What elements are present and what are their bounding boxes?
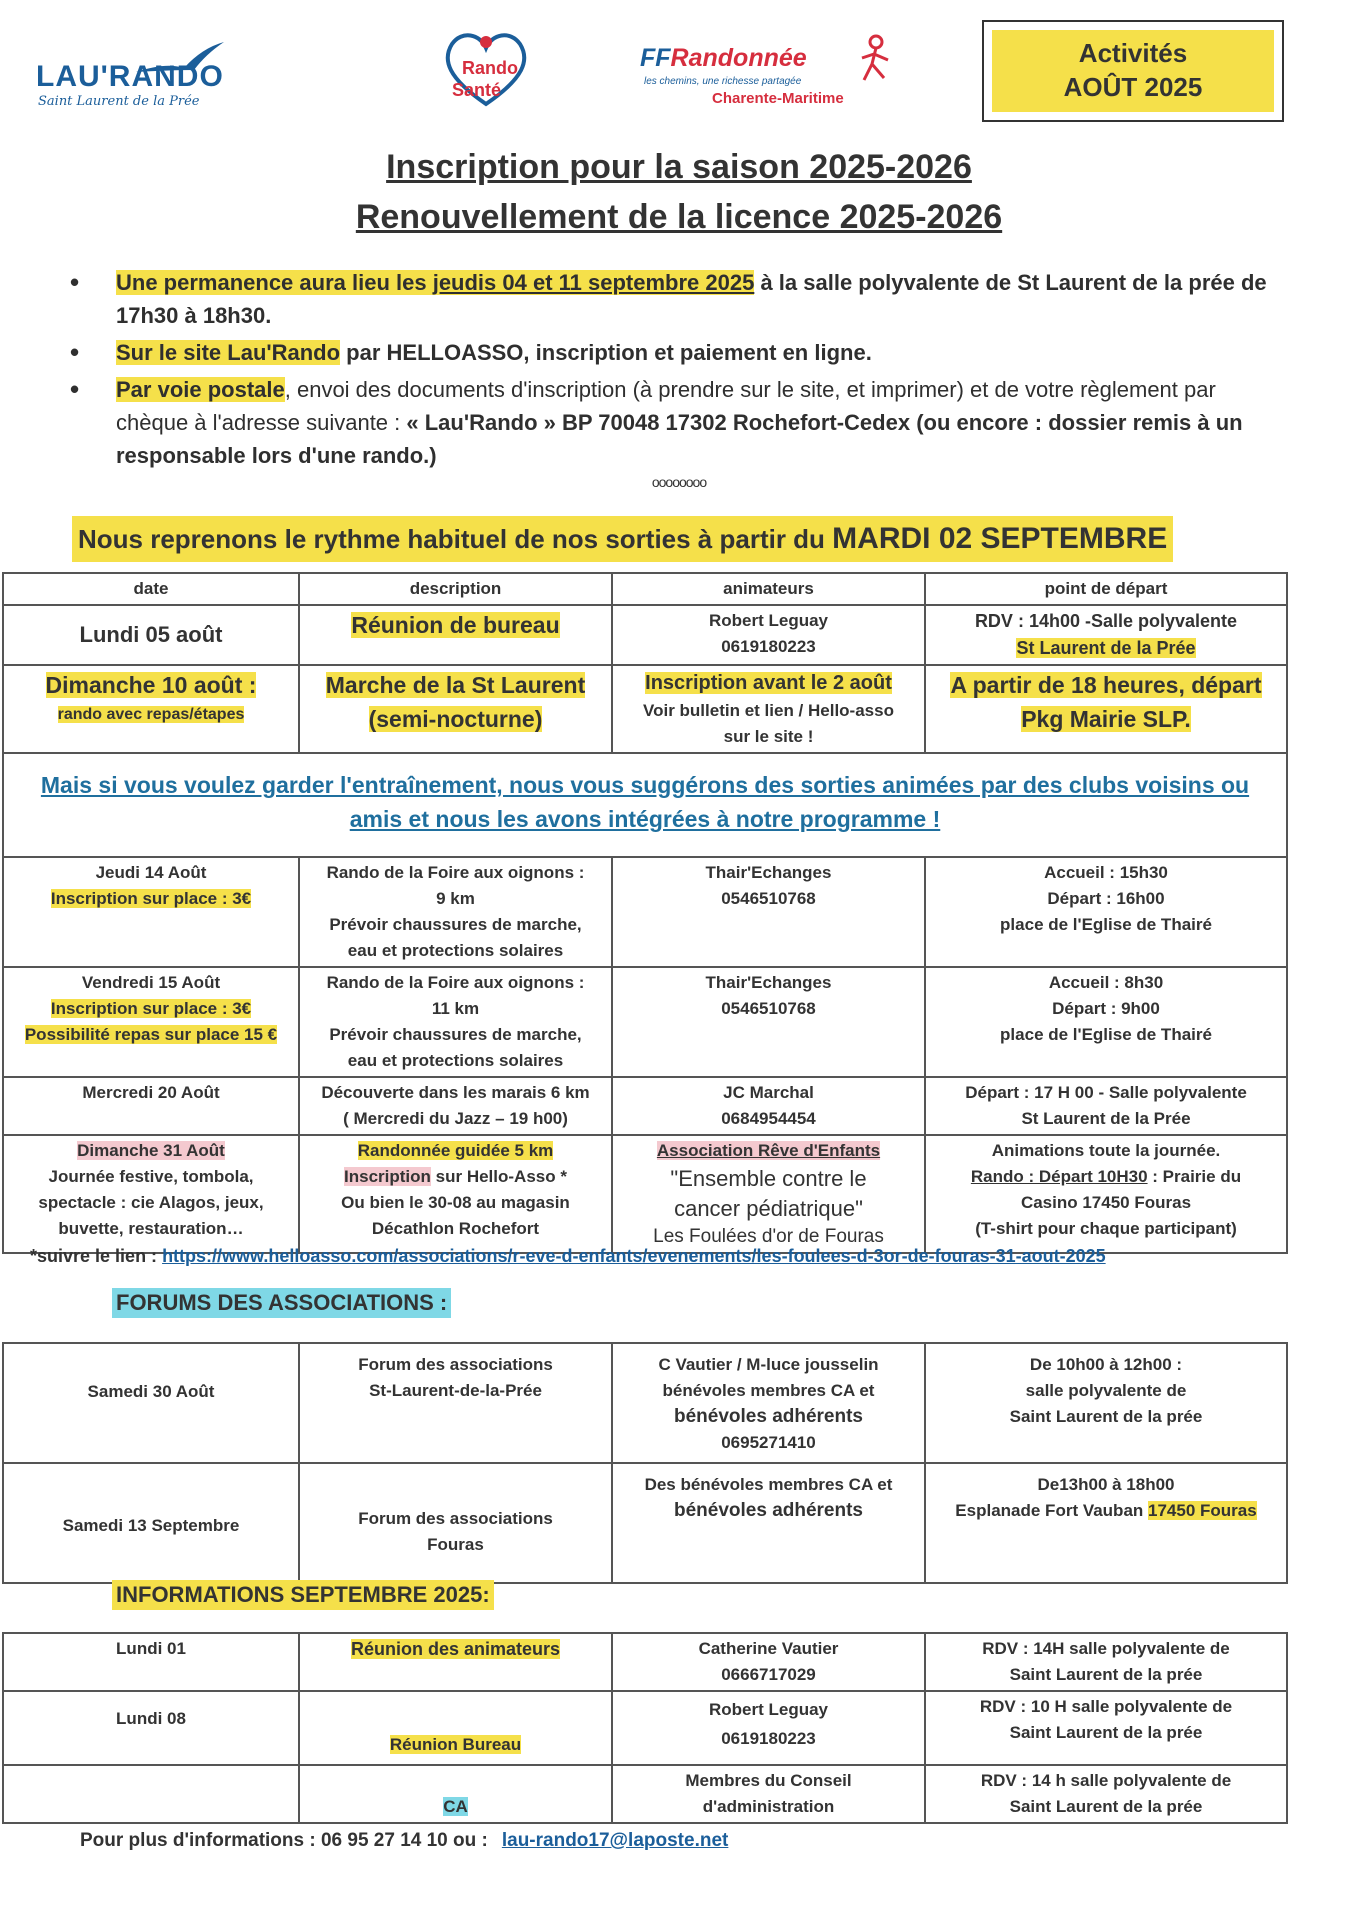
cell-date: Lundi 08 [3,1691,299,1765]
table-row [3,1077,1287,1135]
cell-animateurs: Des bénévoles membres CA et bénévoles adhérents [612,1463,925,1583]
forums-table [2,1342,1288,1584]
cell-animateurs: JC Marchal 0684954454 [612,1077,925,1135]
suivre-label: *suivre le lien : [30,1246,163,1266]
cell-depart: RDV : 14h00 -Salle polyvalente St Laurent de la Prée [925,605,1287,665]
contact-info [80,1830,728,1852]
cell-description: Randonnée guidée 5 km Inscription sur Hello-Asso * Ou bien le 30-08 au magasin Décathlon Rochefort [299,1135,612,1253]
table-row [3,1463,1287,1583]
cell-date: Dimanche 31 Août Journée festive, tombola, spectacle : cie Alagos, jeux, buvette, restauration… [3,1135,299,1253]
cell-description: Réunion des animateurs [299,1633,612,1691]
helloasso-link[interactable]: https://www.helloasso.com/associations/r-eve-d-enfants/evenements/les-foulees-d-3or-de-fouras-31-aout-2025 [162,1246,1106,1266]
table-row [3,1691,1287,1765]
reprise-banner: Nous reprenons le rythme habituel de nos sorties à partir du MARDI 02 SEPTEMBRE [72,516,1173,562]
cell-animateurs: Inscription avant le 2 août Voir bulletin et lien / Hello-asso sur le site ! [612,665,925,753]
september-title: INFORMATIONS SEPTEMBRE 2025: [112,1580,494,1610]
separator-dots: oooooooo [651,474,707,490]
cell-date: Dimanche 10 août : rando avec repas/étapes [3,665,299,753]
table-row [3,1135,1287,1253]
info-bullets [70,266,1290,476]
table-row [3,605,1287,665]
cell-date: Vendredi 15 Août Inscription sur place : 3€ Possibilité repas sur place 15 € [3,967,299,1077]
contact-email-link[interactable]: lau-rando17@laposte.net [501,1830,729,1851]
cell-depart: RDV : 14 h salle polyvalente de Saint Laurent de la prée [925,1765,1287,1823]
table-row [3,1633,1287,1691]
cell-date: Lundi 05 août [3,605,299,665]
cell-description: Forum des associations St-Laurent-de-la-Prée [299,1343,612,1463]
cell-depart: Accueil : 8h30 Départ : 9h00 place de l'Eglise de Thairé [925,967,1287,1077]
suggestion-text: Mais si vous voulez garder l'entraînement, nous vous suggérons des sorties animées par des clubs voisins ou amis et nous les avons intégrées à notre programme ! [3,753,1287,857]
laurando-logo-subtitle: Saint Laurent de la Prée [38,94,200,109]
cell-animateurs: Robert Leguay 0619180223 [612,605,925,665]
cell-animateurs: Robert Leguay 0619180223 [612,1691,925,1765]
ffrandonnee-region: Charente-Maritime [712,90,844,107]
rando-sante-logo-line2: Santé [452,80,502,100]
table-row [3,1343,1287,1463]
ffrandonnee-tagline: les chemins, une richesse partagée [644,76,802,87]
cell-animateurs: C Vautier / M-luce jousselin bénévoles membres CA et bénévoles adhérents 0695271410 [612,1343,925,1463]
table-row [3,665,1287,753]
cell-date: Jeudi 14 Août Inscription sur place : 3€ [3,857,299,967]
ffrandonnee-logo-text: FFRandonnée [640,44,807,72]
cell-description: CA [299,1765,612,1823]
rando-sante-logo-line1: Rando [462,58,518,78]
col-header-date: date [3,573,299,605]
rando-sante-logo [438,24,534,110]
cell-depart: A partir de 18 heures, départ Pkg Mairie SLP. [925,665,1287,753]
cell-date-empty [3,1765,299,1823]
title-renouvellement: Renouvellement de la licence 2025-2026 [355,198,1003,236]
suggestion-row [3,753,1287,857]
cell-date: Samedi 13 Septembre [3,1463,299,1583]
cell-description: Rando de la Foire aux oignons : 11 km Prévoir chaussures de marche, eau et protections solaires [299,967,612,1077]
cell-description: Réunion de bureau [299,605,612,665]
col-header-depart: point de départ [925,573,1287,605]
cell-animateurs: Thair'Echanges 0546510768 [612,967,925,1077]
cell-depart: RDV : 14H salle polyvalente de Saint Laurent de la prée [925,1633,1287,1691]
cell-description: Rando de la Foire aux oignons : 9 km Prévoir chaussures de marche, eau et protections solaires [299,857,612,967]
cell-animateurs: Catherine Vautier 0666717029 [612,1633,925,1691]
cell-depart: Accueil : 15h30 Départ : 16h00 place de l'Eglise de Thairé [925,857,1287,967]
table-header-row [3,573,1287,605]
activities-month: AOÛT 2025 [1063,72,1203,102]
col-header-animateurs: animateurs [612,573,925,605]
september-table [2,1632,1288,1824]
laurando-logo [36,40,296,110]
cell-description: Forum des associations Fouras [299,1463,612,1583]
cell-description: Marche de la St Laurent (semi-nocturne) [299,665,612,753]
cell-date: Lundi 01 [3,1633,299,1691]
activities-badge [982,20,1284,122]
bullet-permanence: • Une permanence aura lieu les jeudis 04 et 11 septembre 2025 à la salle polyvalente de St Laurent de la prée de 17h30 à 18h30. [70,266,1290,332]
cell-depart: RDV : 10 H salle polyvalente de Saint Laurent de la prée [925,1691,1287,1765]
forums-title: FORUMS DES ASSOCIATIONS : [112,1288,451,1318]
cell-animateurs: Membres du Conseil d'administration [612,1765,925,1823]
cell-date: Mercredi 20 Août [3,1077,299,1135]
cell-depart: De13h00 à 18h00 Esplanade Fort Vauban 17450 Fouras [925,1463,1287,1583]
bullet-site: • Sur le site Lau'Rando par HELLOASSO, inscription et paiement en ligne. [70,336,1290,369]
cell-depart: De 10h00 à 12h00 : salle polyvalente de Saint Laurent de la prée [925,1343,1287,1463]
bird-icon [136,40,226,80]
cell-depart: Départ : 17 H 00 - Salle polyvalente St Laurent de la Prée [925,1077,1287,1135]
table-row [3,857,1287,967]
laurando-logo-text: LAU'RANDO [36,60,224,93]
bullet-postale: • Par voie postale, envoi des documents d'inscription (à prendre sur le site, et imprimer) et de votre règlement par chèque à l'adresse suivante : « Lau'Rando » BP 70048 17302 Rochefort-Cedex (ou encore : dossier remis à un responsable lors d'une rando.) [70,373,1290,472]
cell-depart: Animations toute la journée. Rando : Départ 10H30 : Prairie du Casino 17450 Fouras (T-shirt pour chaque participant) [925,1135,1287,1253]
cell-description: Découverte dans les marais 6 km ( Mercredi du Jazz – 19 h00) [299,1077,612,1135]
cell-animateurs: Association Rêve d'Enfants "Ensemble contre le cancer pédiatrique" Les Foulées d'or de Fouras [612,1135,925,1253]
cell-description: Réunion Bureau [299,1691,612,1765]
activities-label: Activités [1078,38,1188,69]
suivre-lien [30,1246,1106,1267]
cell-date: Samedi 30 Août [3,1343,299,1463]
table-row [3,967,1287,1077]
table-row [3,1765,1287,1823]
ffrandonnee-logo [636,30,906,110]
august-table [2,572,1288,1254]
col-header-description: description [299,573,612,605]
cell-animateurs: Thair'Echanges 0546510768 [612,857,925,967]
contact-label: Pour plus d'informations : 06 95 27 14 10 ou : [80,1830,488,1851]
hiker-icon [856,34,896,84]
title-inscription: Inscription pour la saison 2025-2026 [386,148,972,186]
